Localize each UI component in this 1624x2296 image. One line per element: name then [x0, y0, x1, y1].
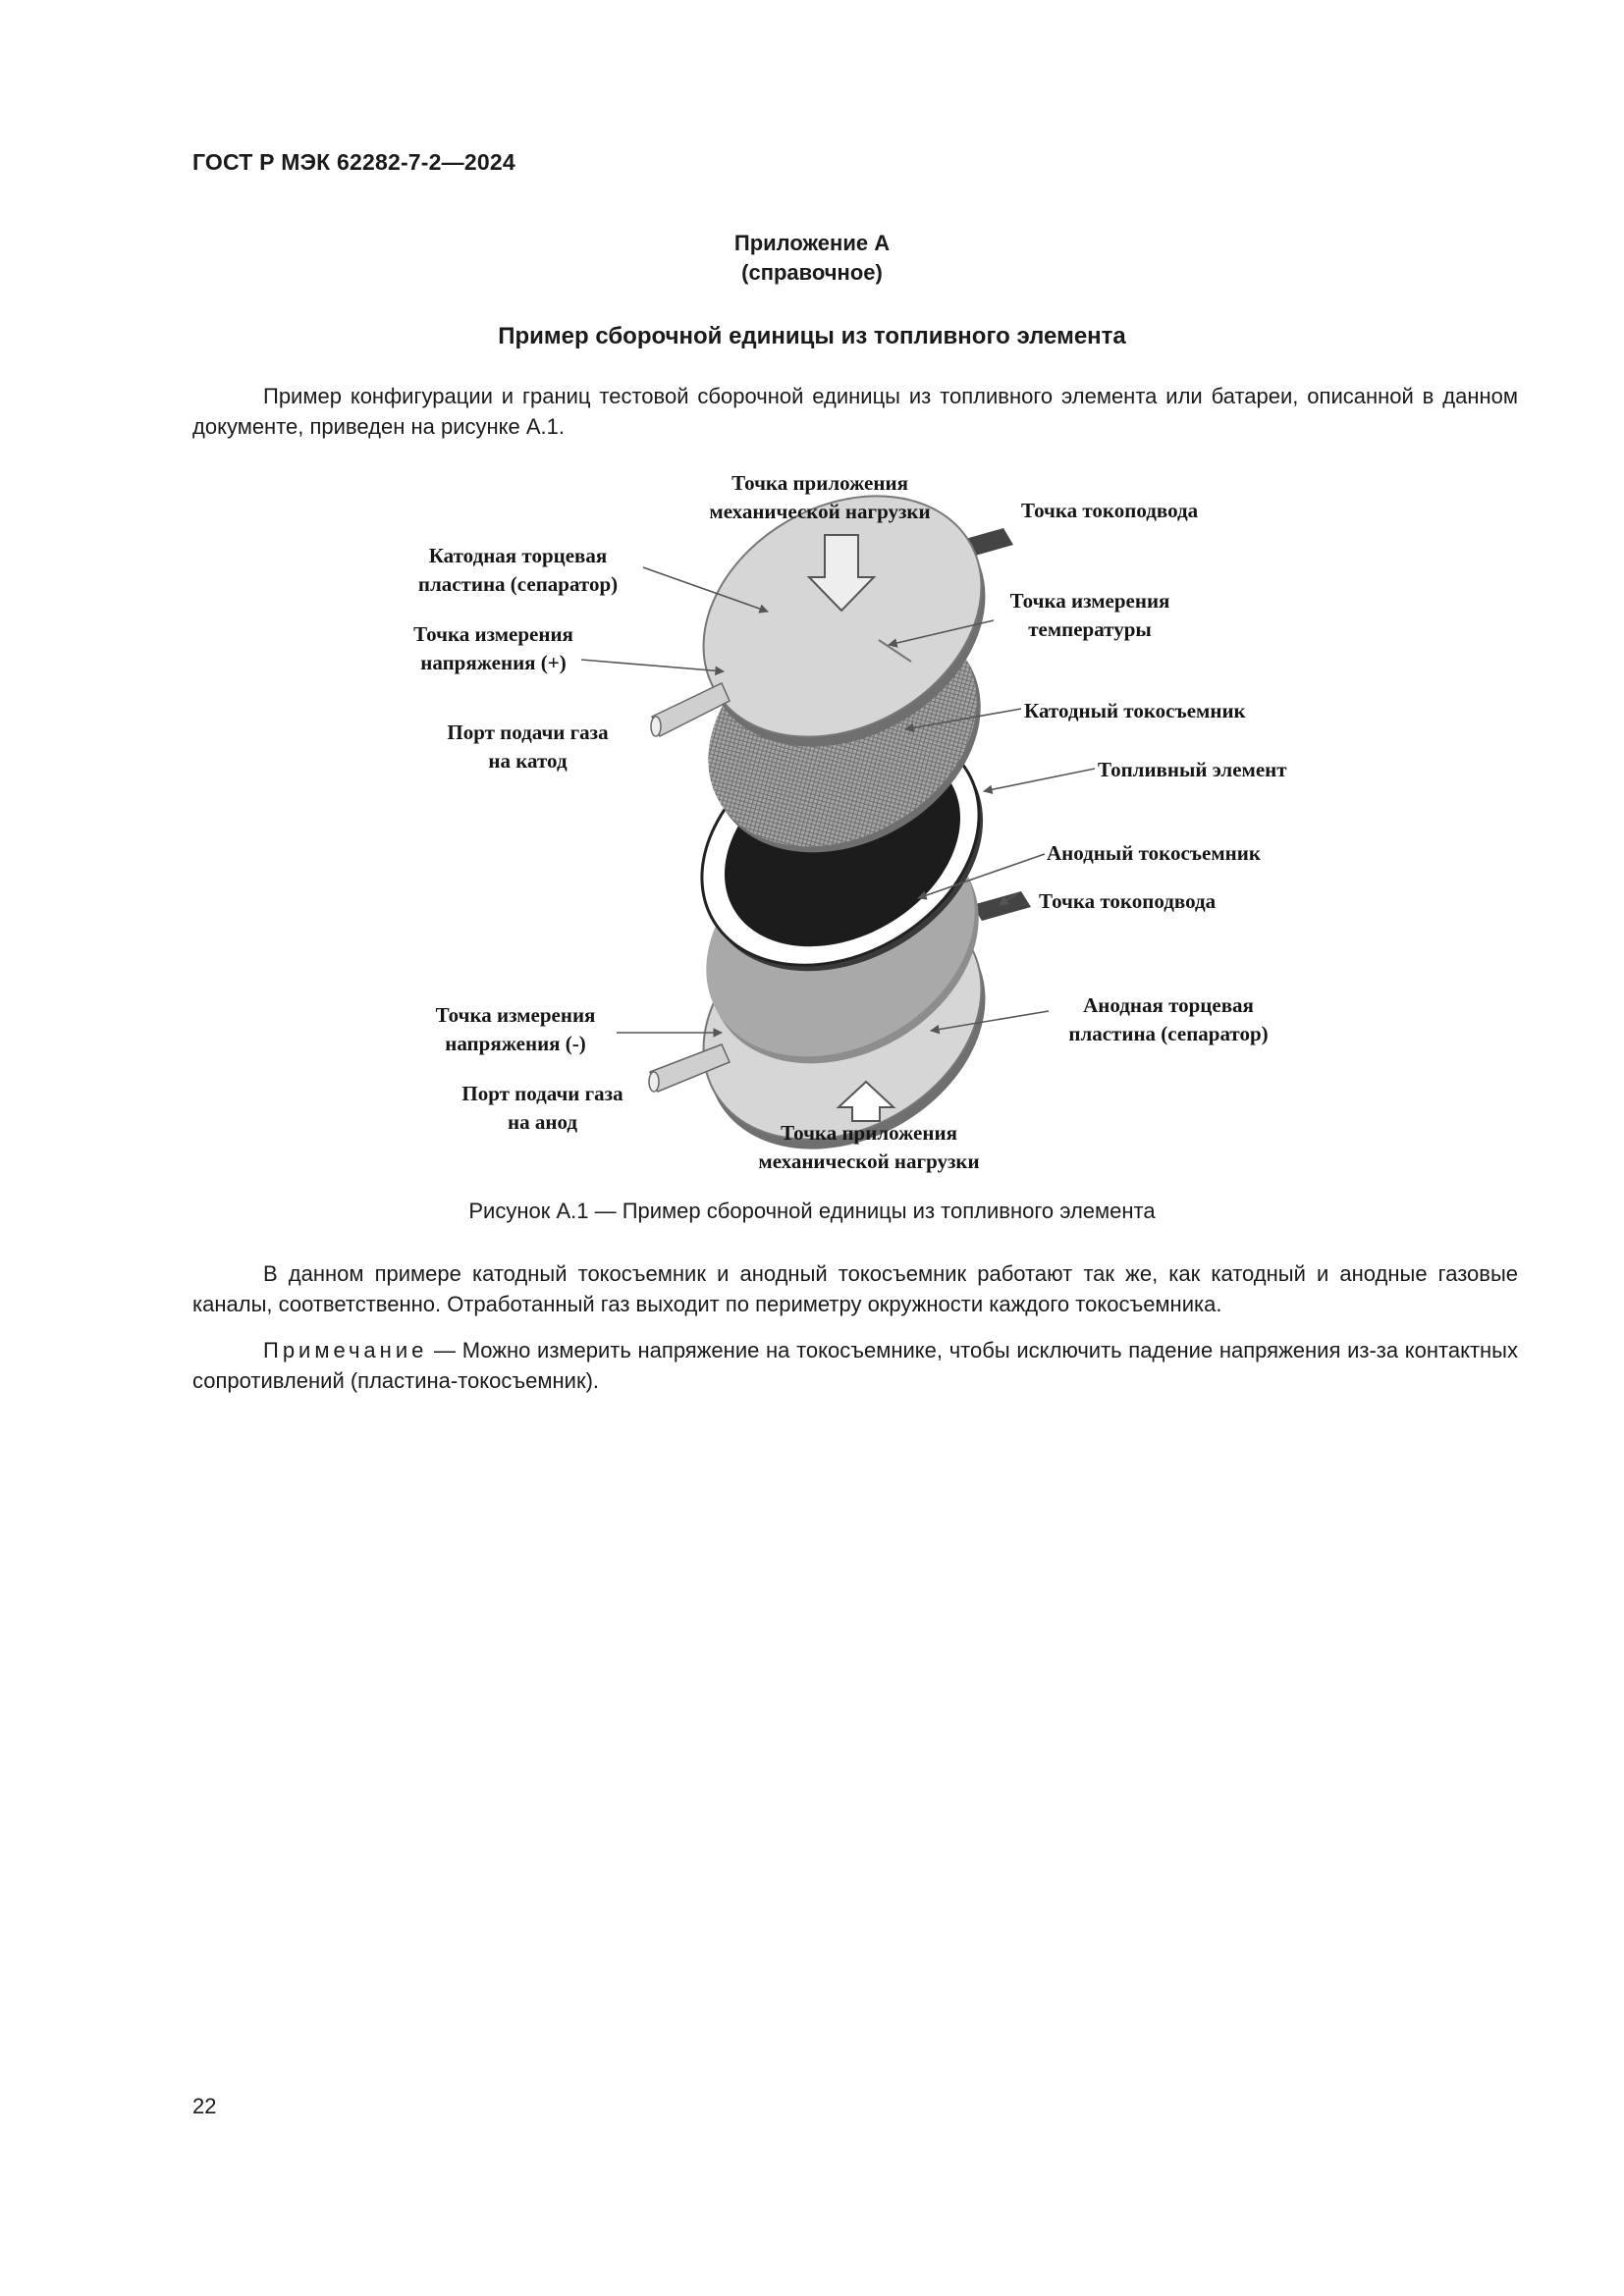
label-gas-anode: Порт подачи газа на анод: [461, 1082, 623, 1134]
label-load-bottom: Точка приложения механической нагрузки: [758, 1121, 980, 1173]
label-load-top: Точка приложения механической нагрузки: [709, 471, 931, 523]
label-cathode-plate: Катодная торцевая пластина (сепаратор): [417, 544, 619, 596]
label-anode-collector: Анодный токосъемник: [1047, 841, 1261, 865]
label-gas-cathode: Порт подачи газа на катод: [447, 721, 609, 773]
annex-title: Приложение А: [733, 231, 891, 255]
label-voltage-minus: Точка измерения напряжения (-): [435, 1003, 596, 1055]
note-text: — Можно измерить напряжение на токосъемнике, чтобы исключить падение напряжения из-за контактных сопротивлений (пластина-токосъемник).: [192, 1338, 1518, 1393]
label-temp-point: Точка измерения температуры: [1009, 589, 1170, 641]
label-current-bottom: Точка токоподвода: [1039, 889, 1217, 913]
label-current-top: Точка токоподвода: [1021, 499, 1199, 522]
note-paragraph: [192, 1335, 1518, 1396]
label-cathode-collector: Катодный токосъемник: [1024, 699, 1246, 722]
figure-fuel-cell-assembly: [0, 452, 1624, 1198]
section-title: Пример сборочной единицы из топливного элемента: [498, 323, 1126, 349]
label-voltage-plus: Точка измерения напряжения (+): [413, 622, 573, 674]
figure-caption: Рисунок А.1 — Пример сборочной единицы из топливного элемента: [468, 1199, 1156, 1223]
bottom-current-tab: [972, 891, 1031, 921]
label-anode-plate: Анодная торцевая пластина (сепаратор): [1068, 993, 1269, 1045]
page-number: 22: [192, 2094, 217, 2118]
intro-paragraph: [192, 381, 1518, 442]
intro-paragraph-text: Пример конфигурации и границ тестовой сборочной единицы из топливного элемента или батареи, описанной в данном документе, приведен на рисунке А.1.: [192, 384, 1518, 439]
annex-type: (справочное): [741, 260, 883, 285]
label-fuel-cell: Топливный элемент: [1098, 758, 1287, 781]
paragraph-2-text: В данном примере катодный токосъемник и анодный токосъемник работают так же, как катодный и анодные газовые каналы, соответственно. Отработанный газ выходит по периметру окружности каждого токосъемника.: [192, 1261, 1518, 1316]
document-header: ГОСТ Р МЭК 62282-7-2—2024: [192, 149, 515, 175]
fuel-cell-diagram: [0, 452, 1624, 1198]
paragraph-2: [192, 1258, 1518, 1319]
note-label: Примечание: [263, 1338, 428, 1362]
